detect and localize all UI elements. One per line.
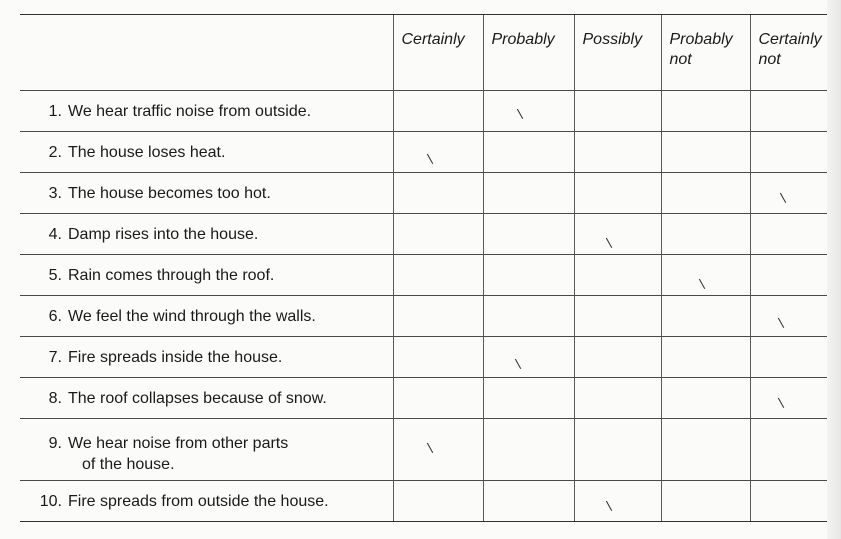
answer-cell[interactable] <box>661 173 750 214</box>
answer-cell[interactable] <box>661 378 750 419</box>
table-row <box>20 337 838 378</box>
answer-cell[interactable] <box>483 419 574 481</box>
answer-cell[interactable] <box>574 255 661 296</box>
answer-cell[interactable] <box>483 337 574 378</box>
page-edge-shadow <box>827 0 841 539</box>
table-row <box>20 91 838 132</box>
statement-number: 7. <box>48 348 62 366</box>
statement-number: 10. <box>39 492 62 510</box>
column-header-probably: Probably <box>483 15 574 91</box>
statement-cell <box>20 91 393 132</box>
statement-cell <box>20 214 393 255</box>
likelihood-table <box>20 14 838 522</box>
statement-number: 8. <box>48 389 62 407</box>
answer-cell[interactable] <box>393 214 483 255</box>
answer-cell[interactable] <box>574 378 661 419</box>
table-row <box>20 173 838 214</box>
answer-cell[interactable] <box>661 91 750 132</box>
answer-cell[interactable] <box>661 481 750 522</box>
tick-mark: \ <box>604 498 613 515</box>
answer-cell[interactable] <box>661 132 750 173</box>
statement-number: 5. <box>48 266 62 284</box>
column-header-possibly: Possibly <box>574 15 661 91</box>
answer-cell[interactable] <box>483 296 574 337</box>
answer-cell[interactable] <box>574 91 661 132</box>
statement-text: Damp rises into the house. <box>68 225 259 243</box>
answer-cell[interactable] <box>393 255 483 296</box>
answer-cell[interactable] <box>750 481 838 522</box>
answer-cell[interactable] <box>661 296 750 337</box>
statement-text: We hear noise from other parts <box>68 434 289 452</box>
answer-cell[interactable] <box>393 481 483 522</box>
answer-cell[interactable] <box>750 337 838 378</box>
table-row <box>20 419 838 481</box>
tick-mark: \ <box>776 315 785 332</box>
tick-mark: \ <box>425 151 434 168</box>
header-blank-cell <box>20 15 393 91</box>
answer-cell[interactable] <box>750 91 838 132</box>
statement-cell <box>20 132 393 173</box>
column-header-certainly: Certainly <box>393 15 483 91</box>
answer-cell[interactable] <box>393 132 483 173</box>
header-row <box>20 15 838 91</box>
answer-cell[interactable] <box>483 132 574 173</box>
table-row <box>20 296 838 337</box>
statement-number: 6. <box>48 307 62 325</box>
statement-cell <box>20 255 393 296</box>
statement-number: 3. <box>48 184 62 202</box>
statement-text: We feel the wind through the walls. <box>68 307 316 325</box>
answer-cell[interactable] <box>574 481 661 522</box>
answer-cell[interactable] <box>750 378 838 419</box>
answer-cell[interactable] <box>661 255 750 296</box>
answer-cell[interactable] <box>483 255 574 296</box>
answer-cell[interactable] <box>574 132 661 173</box>
statement-text: Fire spreads from outside the house. <box>68 492 329 510</box>
answer-cell[interactable] <box>393 296 483 337</box>
statement-text: Fire spreads inside the house. <box>68 348 283 366</box>
tick-mark: \ <box>513 356 522 373</box>
column-header-certainly-not: Certainly not <box>750 15 838 91</box>
answer-cell[interactable] <box>574 419 661 481</box>
statement-number: 2. <box>48 143 62 161</box>
answer-cell[interactable] <box>661 214 750 255</box>
answer-cell[interactable] <box>393 173 483 214</box>
answer-cell[interactable] <box>393 91 483 132</box>
tick-mark: \ <box>515 106 524 123</box>
statement-cell <box>20 378 393 419</box>
statement-number: 9. <box>48 434 62 452</box>
answer-cell[interactable] <box>750 214 838 255</box>
answer-cell[interactable] <box>661 419 750 481</box>
answer-cell[interactable] <box>483 91 574 132</box>
answer-cell[interactable] <box>750 132 838 173</box>
answer-cell[interactable] <box>574 214 661 255</box>
statement-number: 4. <box>48 225 62 243</box>
statement-text-continued: of the house. <box>82 455 175 473</box>
answer-cell[interactable] <box>483 214 574 255</box>
statement-cell <box>20 419 393 481</box>
answer-cell[interactable] <box>393 378 483 419</box>
table-row <box>20 378 838 419</box>
table-row <box>20 132 838 173</box>
answer-cell[interactable] <box>574 296 661 337</box>
statement-number: 1. <box>48 102 62 120</box>
statement-text: We hear traffic noise from outside. <box>68 102 312 120</box>
answer-cell[interactable] <box>750 173 838 214</box>
answer-cell[interactable] <box>750 255 838 296</box>
table-row <box>20 481 838 522</box>
column-header-probably-not: Probably not <box>661 15 750 91</box>
statement-cell <box>20 337 393 378</box>
answer-cell[interactable] <box>393 337 483 378</box>
table-row <box>20 214 838 255</box>
tick-mark: \ <box>778 190 787 207</box>
tick-mark: \ <box>604 235 613 252</box>
tick-mark: \ <box>697 276 706 293</box>
answer-cell[interactable] <box>483 173 574 214</box>
statement-cell <box>20 173 393 214</box>
statement-text: The house becomes too hot. <box>68 184 271 202</box>
answer-cell[interactable] <box>483 378 574 419</box>
answer-cell[interactable] <box>750 296 838 337</box>
table-row <box>20 255 838 296</box>
answer-cell[interactable] <box>574 173 661 214</box>
answer-cell[interactable] <box>750 419 838 481</box>
tick-mark: \ <box>425 440 434 457</box>
statement-cell <box>20 481 393 522</box>
statement-text: Rain comes through the roof. <box>68 266 275 284</box>
answer-cell[interactable] <box>661 337 750 378</box>
answer-cell[interactable] <box>574 337 661 378</box>
statement-text: The roof collapses because of snow. <box>68 389 327 407</box>
statement-cell <box>20 296 393 337</box>
answer-cell[interactable] <box>393 419 483 481</box>
answer-cell[interactable] <box>483 481 574 522</box>
statement-text: The house loses heat. <box>68 143 226 161</box>
tick-mark: \ <box>776 395 785 412</box>
